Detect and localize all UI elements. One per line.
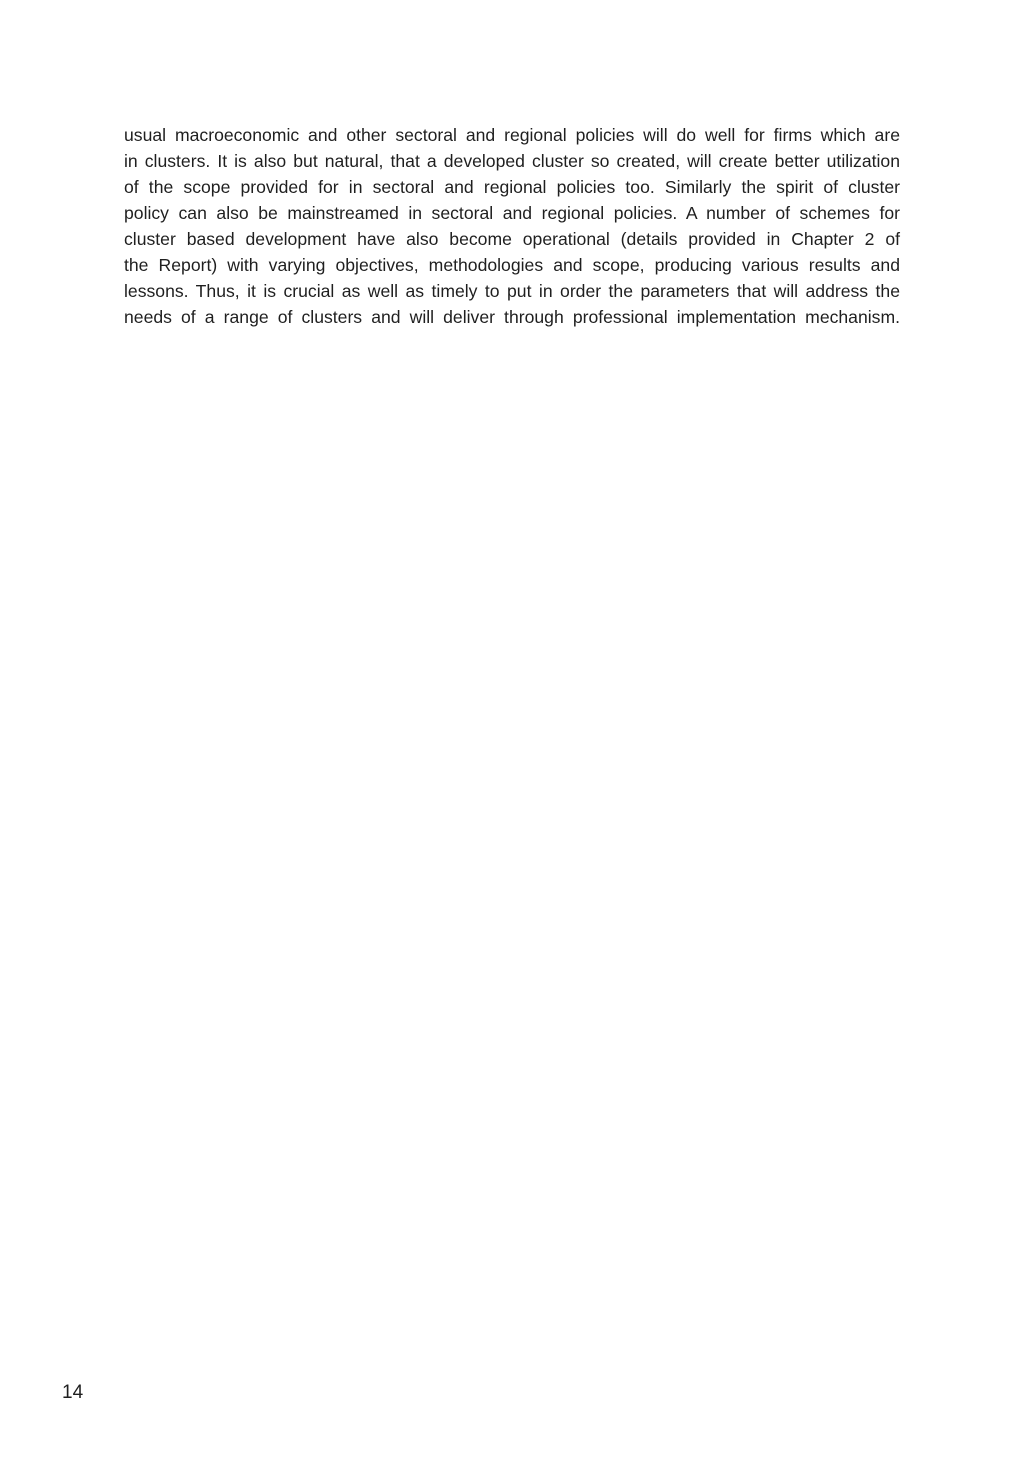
body-paragraph [124, 122, 900, 330]
paragraph-line: cluster based development have also become operational (details provided in Chapter 2 of [124, 229, 900, 249]
page-number: 14 [62, 1382, 84, 1403]
paragraph-line: lessons. Thus, it is crucial as well as timely to put in order the parameters that will address the [124, 281, 900, 301]
paragraph-line: of the scope provided for in sectoral and regional policies too. Similarly the spirit of cluster [124, 177, 900, 197]
paragraph-line: the Report) with varying objectives, methodologies and scope, producing various results and [124, 255, 900, 275]
paragraph-line: usual macroeconomic and other sectoral and regional policies will do well for firms which are [124, 125, 900, 145]
paragraph-line: policy can also be mainstreamed in sectoral and regional policies. A number of schemes for [124, 203, 900, 223]
paragraph-line: in clusters. It is also but natural, that a developed cluster so created, will create better utilization [124, 151, 900, 171]
paragraph-line: needs of a range of clusters and will deliver through professional implementation mechanism. [124, 307, 900, 327]
